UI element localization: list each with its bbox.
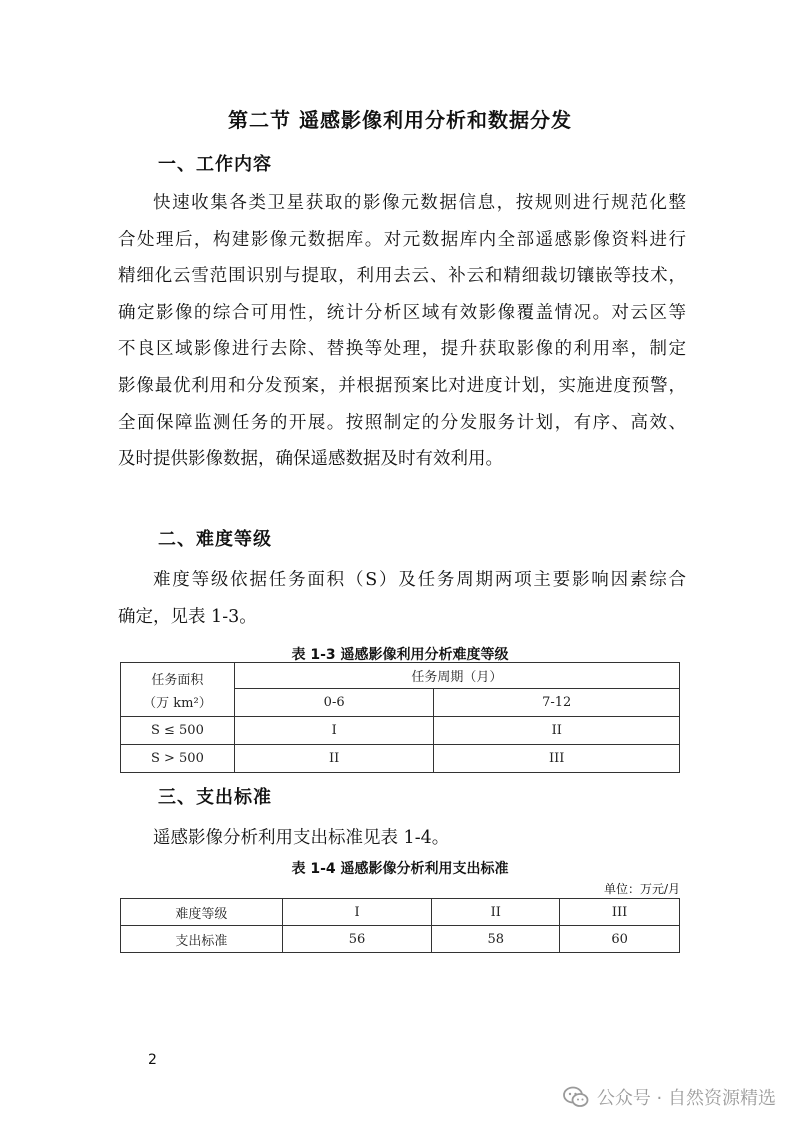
level-cell: I xyxy=(234,717,434,745)
level-cell: II xyxy=(234,745,434,773)
area-cell: S ≤ 500 xyxy=(121,717,235,745)
table-row xyxy=(121,745,680,773)
section-title: 第二节 遥感影像利用分析和数据分发 xyxy=(228,108,572,132)
level-cell: III xyxy=(434,745,680,773)
paragraph-line: 合处理后，构建影像元数据库。对元数据库内全部遥感影像资料进行 xyxy=(118,229,686,250)
period-header-cell: 任务周期（月） xyxy=(234,663,679,689)
row-label-cell: 难度等级 xyxy=(121,899,283,926)
table-row xyxy=(121,899,680,926)
period-col-header: 0-6 xyxy=(234,689,434,717)
paragraph-line: 难度等级依据任务面积（S）及任务周期两项主要影响因素综合 xyxy=(153,570,686,590)
table-row xyxy=(121,926,680,953)
area-header-cell xyxy=(121,663,235,717)
heading-work-content: 一、工作内容 xyxy=(158,154,272,175)
level-cell: II xyxy=(432,899,560,926)
period-col-header: 7-12 xyxy=(434,689,680,717)
table-row xyxy=(121,717,680,745)
paragraph-line: 全面保障监测任务的开展。按照制定的分发服务计划，有序、高效、 xyxy=(118,412,686,433)
table-caption-1-4: 表 1-4 遥感影像分析利用支出标准 xyxy=(291,861,509,877)
watermark xyxy=(563,1084,776,1110)
wechat-icon xyxy=(563,1086,589,1108)
paragraph-work-content xyxy=(118,185,686,478)
heading-difficulty-level: 二、难度等级 xyxy=(158,529,272,550)
difficulty-table xyxy=(120,662,680,773)
value-cell: 60 xyxy=(560,926,680,953)
paragraph-line: 确定，见表 1-3。 xyxy=(118,606,257,627)
level-cell: II xyxy=(434,717,680,745)
level-cell: I xyxy=(282,899,432,926)
heading-expenditure-standard: 三、支出标准 xyxy=(158,787,272,808)
paragraph-difficulty-level xyxy=(118,562,686,635)
area-header-line2: （万 km²） xyxy=(143,695,212,711)
value-cell: 58 xyxy=(432,926,560,953)
value-cell: 56 xyxy=(282,926,432,953)
watermark-text: 公众号 · 自然资源精选 xyxy=(596,1088,776,1109)
expenditure-table xyxy=(120,898,680,953)
paragraph-line: 遥感影像分析利用支出标准见表 1-4。 xyxy=(153,828,450,848)
table-unit-label: 单位：万元/月 xyxy=(603,882,680,896)
paragraph-line: 确定影像的综合可用性，统计分析区域有效影像覆盖情况。对云区等 xyxy=(118,302,686,323)
paragraph-line: 不良区域影像进行去除、替换等处理，提升获取影像的利用率，制定 xyxy=(118,339,686,360)
area-header-line1: 任务面积 xyxy=(151,672,204,688)
area-cell: S > 500 xyxy=(121,745,235,773)
paragraph-line: 及时提供影像数据，确保遥感数据及时有效利用。 xyxy=(118,449,503,470)
paragraph-line: 快速收集各类卫星获取的影像元数据信息，按规则进行规范化整 xyxy=(153,193,686,213)
row-label-cell: 支出标准 xyxy=(121,926,283,953)
paragraph-line: 精细化云雪范围识别与提取，利用去云、补云和精细裁切镶嵌等技术， xyxy=(118,266,686,287)
table-caption-1-3: 表 1-3 遥感影像利用分析难度等级 xyxy=(291,647,509,663)
paragraph-line: 影像最优利用和分发预案，并根据预案比对进度计划，实施进度预警， xyxy=(118,375,686,396)
level-cell: III xyxy=(560,899,680,926)
page-number: 2 xyxy=(148,1052,157,1068)
paragraph-expenditure-standard xyxy=(118,820,686,857)
